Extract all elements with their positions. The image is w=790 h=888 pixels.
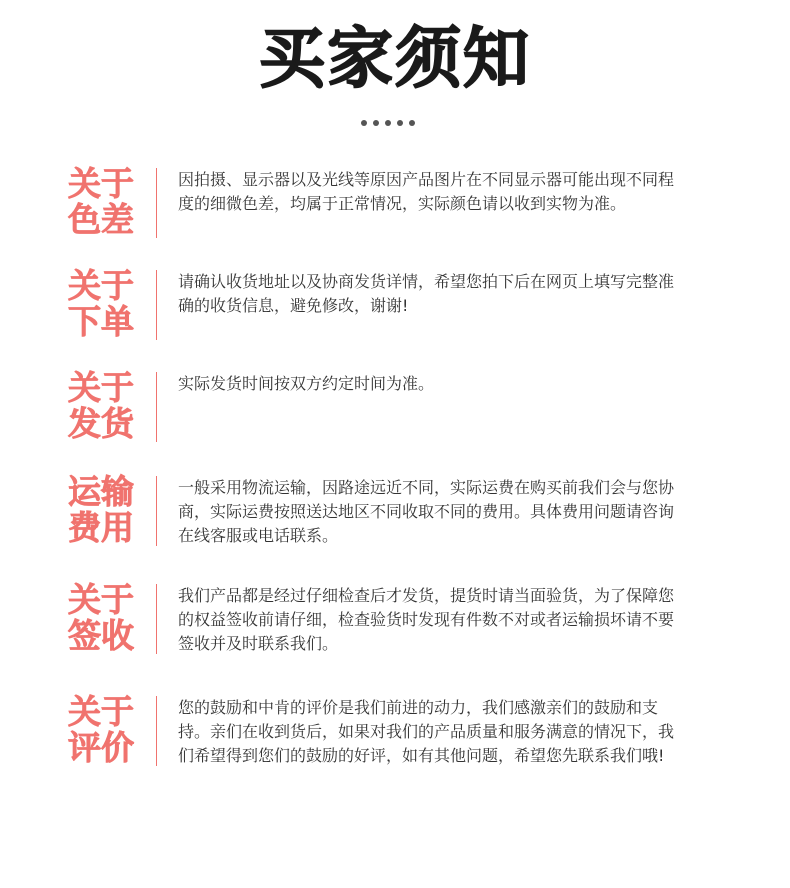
section-label-line2: 签收	[68, 616, 134, 655]
section-label-line2: 评价	[68, 728, 134, 767]
section-label-line1: 关于	[68, 368, 134, 407]
dot	[397, 120, 403, 126]
section-text: 我们产品都是经过仔细检查后才发货，提货时请当面验货，为了保障您的权益签收前请仔细，检查验货时发现有件数不对或者运输损坏请不要签收并及时联系我们。	[178, 586, 675, 653]
title-dots-divider	[361, 120, 415, 126]
section-divider	[156, 696, 157, 766]
section-label-line2: 费用	[68, 508, 134, 547]
section-label-line1: 关于	[68, 164, 134, 203]
section-label	[68, 694, 140, 766]
section-text: 一般采用物流运输，因路途远近不同，实际运费在购买前我们会与您协商，实际运费按照送达地区不同收取不同的费用。具体费用问题请咨询在线客服或电话联系。	[178, 478, 675, 545]
section-label	[68, 474, 140, 546]
section-text: 因拍摄、显示器以及光线等原因产品图片在不同显示器可能出现不同程度的细微色差，均属于正常情况，实际颜色请以收到实物为准。	[178, 170, 675, 213]
section-text: 请确认收货地址以及协商发货详情，希望您拍下后在网页上填写完整准确的收货信息，避免修改，谢谢!	[178, 272, 675, 315]
section-label	[68, 582, 140, 654]
section-divider	[156, 584, 157, 654]
section-label	[68, 166, 140, 238]
section-divider	[156, 270, 157, 340]
section-divider	[156, 372, 157, 442]
section-label-line2: 发货	[68, 404, 134, 443]
section-text: 实际发货时间按双方约定时间为准。	[178, 374, 435, 393]
section-label-line1: 关于	[68, 266, 134, 305]
section-label-line1: 关于	[68, 692, 134, 731]
dot	[373, 120, 379, 126]
section-label	[68, 370, 140, 442]
section-divider	[156, 168, 157, 238]
section-label-line1: 运输	[68, 472, 134, 511]
dot	[361, 120, 367, 126]
dot	[385, 120, 391, 126]
section-label	[68, 268, 140, 340]
section-label-line2: 下单	[68, 302, 134, 341]
section-label-line1: 关于	[68, 580, 134, 619]
page-title: 买家须知	[259, 20, 531, 97]
section-text: 您的鼓励和中肯的评价是我们前进的动力，我们感激亲们的鼓励和支持。亲们在收到货后，如果对我们的产品质量和服务满意的情况下，我们希望得到您们的鼓励的好评，如有其他问题，希望您先联系我们哦!	[178, 698, 675, 765]
section-divider	[156, 476, 157, 546]
section-label-line2: 色差	[68, 200, 134, 239]
dot	[409, 120, 415, 126]
